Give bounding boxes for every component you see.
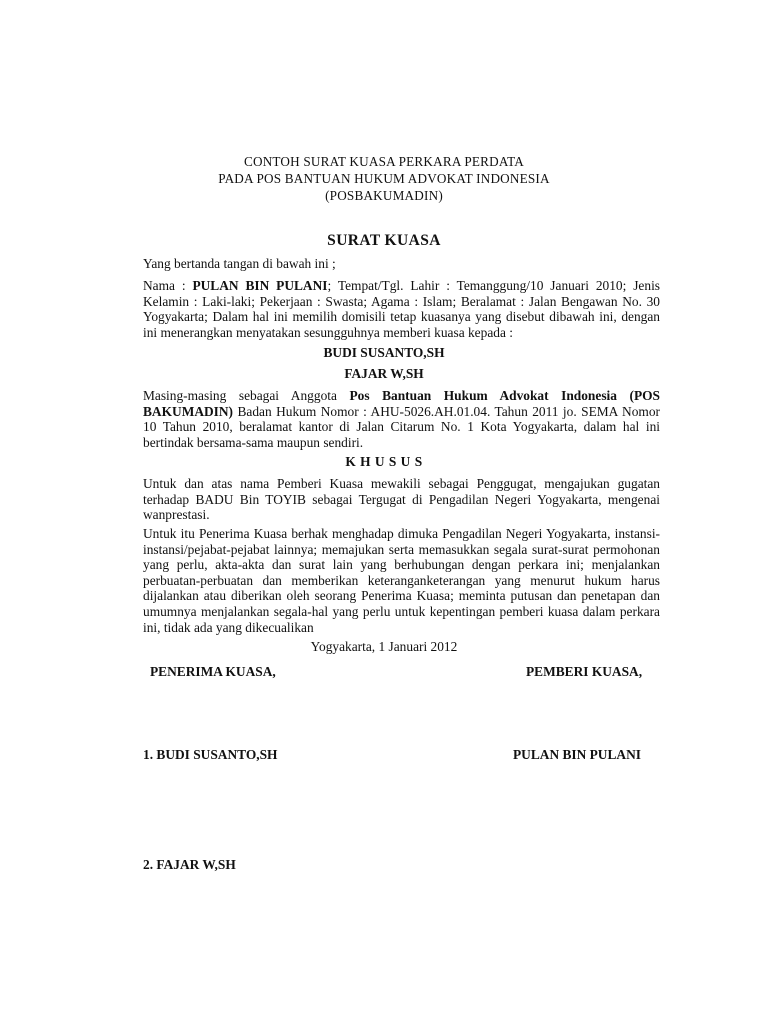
grantor-prefix: Nama : bbox=[143, 278, 193, 293]
header-line-1: CONTOH SURAT KUASA PERKARA PERDATA bbox=[243, 154, 525, 169]
grantor-details: ; Tempat/Tgl. Lahir : Temanggung/10 Januari 2010; Jenis Kelamin : Laki-laki; Pekerjaan : Swasta; Agama : Islam; Beralamat : Jalan Bengawan No. 30 Yogyakarta; Dalam hal ini memilih domisili tetap kuasanya yang disebut dibawah ini, dengan ini menerangkan menyatakan sesungguhnya memberi kuasa kepada : bbox=[143, 278, 660, 340]
grantor-paragraph bbox=[143, 278, 660, 340]
membership-details: Badan Hukum Nomor : AHU-5026.AH.01.04. Tahun 2011 jo. SEMA Nomor 10 Tahun 2010, beralamat kantor di Jalan Citarum No. 1 Kota Yogyakarta, dalam hal ini bertindak bersama-sama maupun sendiri. bbox=[143, 403, 660, 450]
grantor-name: PULAN BIN PULANI bbox=[192, 278, 328, 293]
header-line-3: (POSBAKUMADIN) bbox=[325, 188, 443, 203]
membership-paragraph bbox=[143, 388, 660, 450]
date-place: Yogyakarta, 1 Januari 2012 bbox=[310, 639, 458, 654]
attorney-name-2: FAJAR W,SH bbox=[344, 366, 424, 381]
header-line-2: PADA POS BANTUAN HUKUM ADVOKAT INDONESIA bbox=[218, 171, 550, 186]
giver-signature: PULAN BIN PULANI bbox=[513, 747, 641, 762]
attorney-name-1: BUDI SUSANTO,SH bbox=[323, 345, 445, 360]
receiver-label: PENERIMA KUASA, bbox=[150, 664, 276, 679]
receiver-signature-2: 2. FAJAR W,SH bbox=[143, 857, 236, 872]
document-title: SURAT KUASA bbox=[327, 232, 441, 249]
intro-text: Yang bertanda tangan di bawah ini ; bbox=[143, 256, 336, 271]
special-heading: K H U S U S bbox=[345, 454, 423, 469]
membership-org: Pos Bantuan Hukum Advokat Indonesia (POS BAKUMADIN) bbox=[143, 388, 660, 419]
receiver-signature-1: 1. BUDI SUSANTO,SH bbox=[143, 747, 278, 762]
paragraph-2: Untuk itu Penerima Kuasa berhak menghadap dimuka Pengadilan Negeri Yogyakarta, instansi-instansi/pejabat-pejabat lainnya; memajukan serta memasukkan segala surat-surat permohonan yang perlu, akta-akta dan surat lain yang berhubungan dengan perkara ini; menjalankan perbuatan-perbuatan dan memberikan keteranganketerangan yang menurut hukum harus dijalankan atau diberikan oleh seorang Penerima Kuasa; meminta putusan dan penetapan dan umumnya menjalankan segala-hal yang perlu untuk kepentingan pemberi kuasa dalam perkara ini, tidak ada yang dikecualikan bbox=[143, 526, 660, 635]
giver-label: PEMBERI KUASA, bbox=[526, 664, 643, 679]
paragraph-1: Untuk dan atas nama Pemberi Kuasa mewakili sebagai Penggugat, mengajukan gugatan terhadap BADU Bin TOYIB sebagai Tergugat di Pengadilan Negeri Yogyakarta, mengenai wanprestasi. bbox=[143, 476, 660, 523]
membership-prefix: Masing-masing sebagai Anggota bbox=[143, 388, 350, 403]
